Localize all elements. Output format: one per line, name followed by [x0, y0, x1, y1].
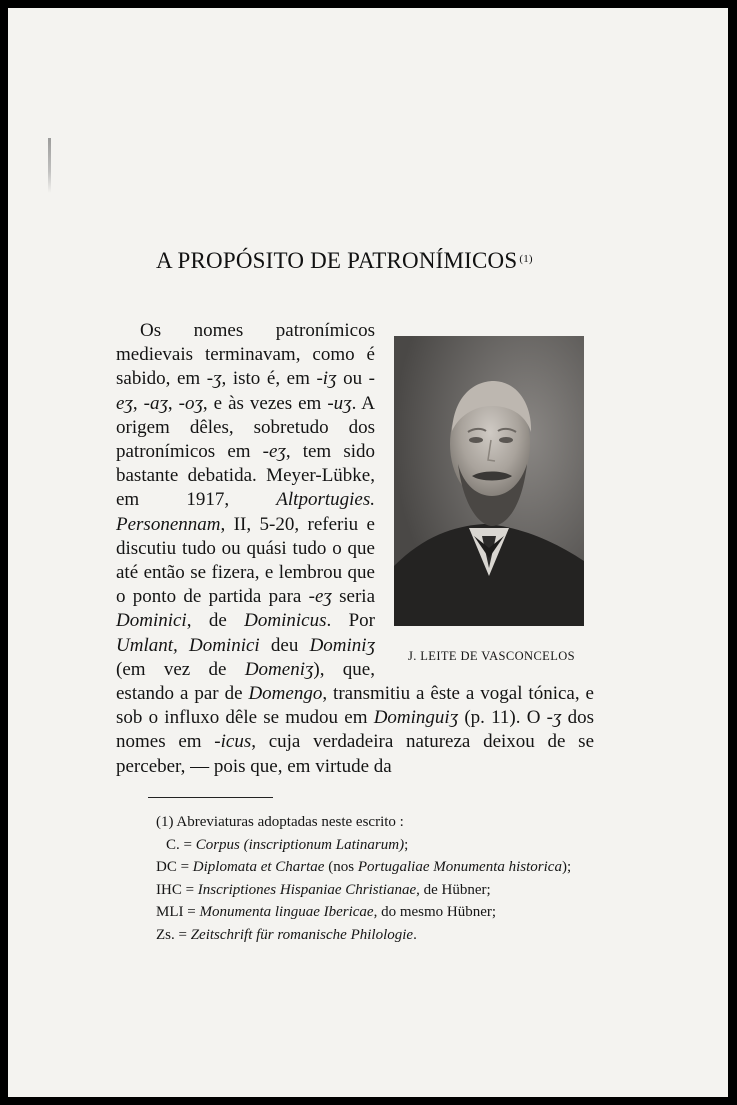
italic-run: Dominiʒ — [309, 634, 375, 656]
italic-run: -eʒ — [116, 368, 375, 414]
text-run: deu — [259, 634, 310, 656]
italic-run: -eʒ — [308, 586, 332, 608]
photo-caption: J. LEITE DE VASCONCELOS — [407, 649, 576, 663]
text-run: Zs. = — [156, 926, 191, 943]
text-run: , transmitiu a êste a vogal tónica, e sob o influxo dêle se mudou em — [116, 683, 594, 729]
portrait-photo — [394, 336, 584, 626]
article-body — [116, 319, 594, 779]
footnote — [156, 811, 616, 946]
text-run: ; — [404, 836, 409, 853]
text-run: ou — [336, 368, 369, 390]
italic-run: Inscriptiones Hispaniae Christianae — [197, 881, 417, 898]
italic-run: Zeitschrift für romanische Philologie — [190, 926, 414, 943]
italic-run: -uʒ — [327, 392, 352, 414]
footnote-intro: (1) Abreviaturas adoptadas neste escrito : — [156, 814, 404, 830]
text-run: ), que, estando a par de — [116, 658, 375, 705]
italic-run: -aʒ — [143, 392, 168, 414]
text-run: ); — [561, 859, 572, 875]
text-run: , de — [186, 610, 245, 632]
text-run: . — [413, 926, 417, 943]
document-page — [8, 8, 728, 1097]
italic-run: Corpus (inscriptionum Latinarum) — [195, 836, 405, 853]
italic-run: Dominici — [116, 610, 187, 632]
footnote-abbrev-ihc — [156, 879, 616, 902]
text-run: seria — [331, 586, 376, 608]
footnote-abbrev-zs — [156, 924, 616, 947]
text-run: dos nomes em — [116, 707, 594, 753]
text-run: C. = — [166, 836, 196, 853]
footnote-abbrev-dc — [156, 856, 616, 879]
italic-run: Dominguiʒ — [373, 707, 459, 729]
italic-run: -icus — [214, 731, 252, 753]
footnote-abbrev-mli — [156, 901, 616, 924]
text-run: IHC = — [156, 881, 198, 898]
italic-run: -ʒ — [546, 707, 562, 729]
text-run: , — [132, 392, 144, 414]
text-run: (nos — [324, 859, 358, 875]
text-run: , II, 5-20, referiu e discutiu tudo ou quási tudo o que até então se fizera, e lembrou que o ponto de partida para — [116, 513, 375, 608]
italic-run: Monumenta linguae Ibericae — [199, 904, 374, 920]
footnote-rule — [148, 797, 273, 798]
italic-run: Domengo — [248, 683, 323, 705]
text-run: Os nomes patronímicos medievais terminavam, como é sabido, em — [116, 320, 375, 390]
text-run: , — [167, 392, 179, 414]
italic-run: -oʒ — [178, 392, 203, 414]
text-run: . Por — [326, 610, 375, 632]
italic-run: Domeniʒ — [244, 658, 314, 680]
title-footnote-marker: (1) — [519, 253, 533, 265]
text-run: DC = — [156, 859, 193, 875]
text-run: , cuja verdadeira natureza deixou de se perceber, — pois que, em virtude da — [116, 731, 594, 777]
italic-run: Dominicus — [244, 610, 327, 632]
italic-run: -ʒ — [206, 368, 222, 390]
italic-run: -iʒ — [316, 368, 337, 390]
text-run: , de Hübner; — [416, 881, 491, 898]
text-run: , e às vezes em — [202, 392, 328, 414]
text-run: . A origem dêles, sobretudo dos patronímicos em — [116, 392, 375, 463]
text-run: (em vez de — [116, 658, 245, 680]
text-run: MLI = — [156, 904, 200, 920]
text-run: , isto é, em — [221, 368, 317, 390]
figure — [389, 336, 594, 668]
footnote-abbrev-c — [156, 834, 616, 857]
italic-run: Portugaliae Monumenta historica — [357, 859, 562, 875]
article-title-text: A PROPÓSITO DE PATRONÍMICOS — [156, 248, 518, 273]
margin-smudge — [48, 138, 51, 193]
text-run: , do mesmo Hübner; — [373, 904, 497, 920]
article-title — [156, 248, 616, 274]
portrait-image — [394, 336, 584, 626]
italic-run: -eʒ — [262, 441, 286, 463]
italic-run: Altportugies. Personennam — [116, 489, 375, 535]
italic-run: Diplomata et Chartae — [192, 859, 325, 875]
italic-run: Umlant, Dominici — [116, 634, 260, 656]
text-run: (p. 11). O — [458, 707, 547, 729]
text-run: , tem sido bastante debatida. Meyer-Lübke, em 1917, — [116, 441, 375, 511]
